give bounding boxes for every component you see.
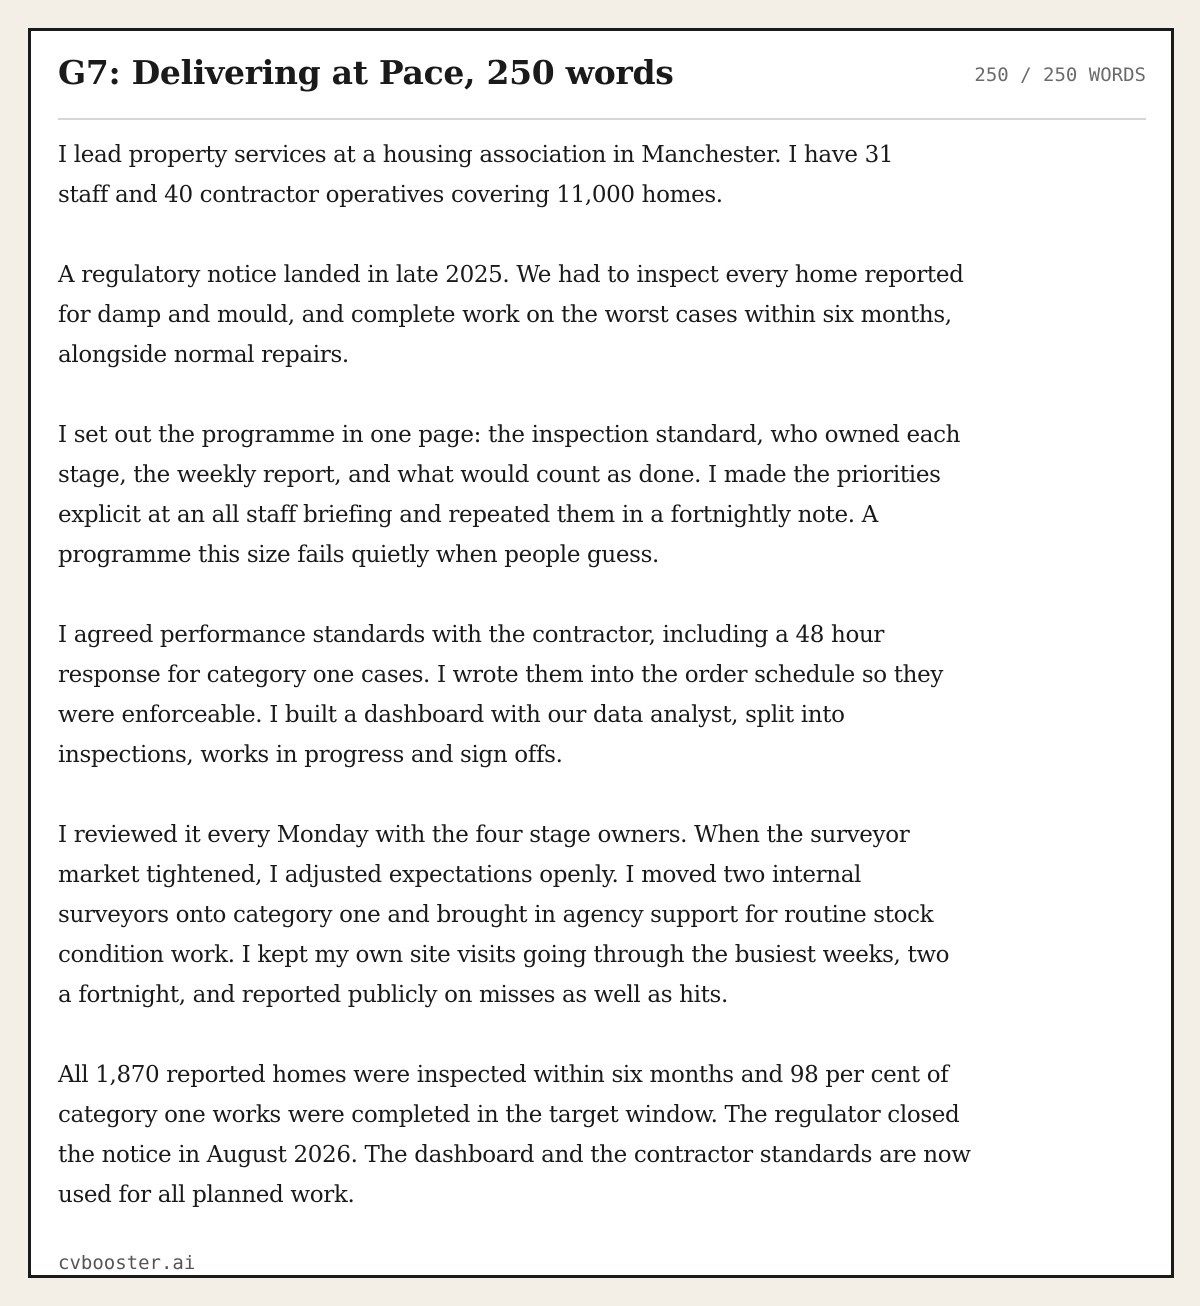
word-count: 250 / 250 WORDS	[974, 64, 1146, 86]
paragraph	[58, 135, 1058, 255]
text-line: response for category one cases. I wrote them into the order schedule so they	[58, 662, 944, 688]
text-line: A regulatory notice landed in late 2025. We had to inspect every home reported	[58, 262, 964, 288]
text-line: I lead property services at a housing association in Manchester. I have 31	[58, 142, 894, 168]
paragraph	[58, 1055, 1058, 1215]
answer-card	[28, 28, 1174, 1278]
brand-footer: cvbooster.ai	[58, 1252, 196, 1274]
text-line: the notice in August 2026. The dashboard and the contractor standards are now	[58, 1142, 971, 1168]
text-line: category one works were completed in the target window. The regulator closed	[58, 1102, 960, 1128]
answer-body	[58, 135, 1058, 1215]
text-line: I set out the programme in one page: the inspection standard, who owned each	[58, 422, 961, 448]
text-line: surveyors onto category one and brought in agency support for routine stock	[58, 902, 934, 928]
text-line: inspections, works in progress and sign offs.	[58, 742, 563, 768]
text-line: were enforceable. I built a dashboard with our data analyst, split into	[58, 702, 845, 728]
text-line: alongside normal repairs.	[58, 342, 349, 368]
paragraph	[58, 255, 1058, 415]
text-line: All 1,870 reported homes were inspected within six months and 98 per cent of	[58, 1062, 949, 1088]
text-line: explicit at an all staff briefing and repeated them in a fortnightly note. A	[58, 502, 878, 528]
page-title: G7: Delivering at Pace, 250 words	[58, 53, 674, 92]
card-header	[58, 31, 1146, 120]
text-line: staff and 40 contractor operatives covering 11,000 homes.	[58, 182, 723, 208]
text-line: a fortnight, and reported publicly on misses as well as hits.	[58, 982, 728, 1008]
paragraph	[58, 415, 1058, 615]
paragraph	[58, 615, 1058, 815]
paragraph	[58, 815, 1058, 1055]
text-line: I agreed performance standards with the contractor, including a 48 hour	[58, 622, 885, 648]
text-line: market tightened, I adjusted expectations openly. I moved two internal	[58, 862, 862, 888]
text-line: I reviewed it every Monday with the four stage owners. When the surveyor	[58, 822, 910, 848]
text-line: stage, the weekly report, and what would count as done. I made the priorities	[58, 462, 941, 488]
text-line: programme this size fails quietly when people guess.	[58, 542, 660, 568]
text-line: used for all planned work.	[58, 1182, 355, 1208]
text-line: for damp and mould, and complete work on the worst cases within six months,	[58, 302, 952, 328]
text-line: condition work. I kept my own site visits going through the busiest weeks, two	[58, 942, 950, 968]
